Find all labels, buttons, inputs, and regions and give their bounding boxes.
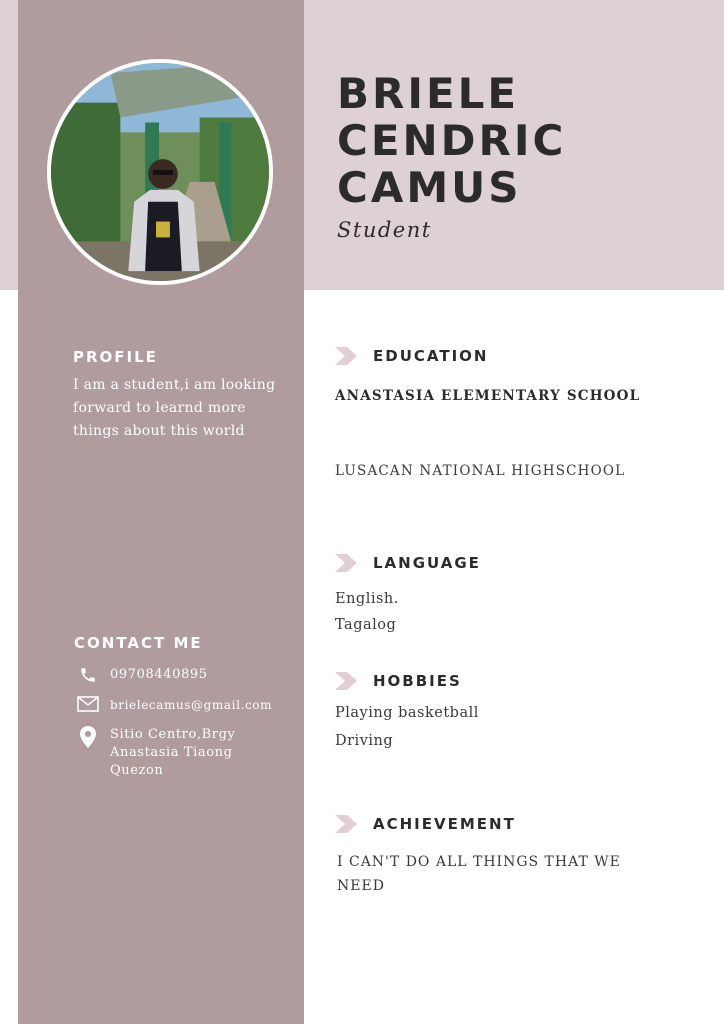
phone-number[interactable]: 09708440895 bbox=[110, 667, 208, 682]
name-line-last: CAMUS bbox=[337, 163, 522, 212]
chevron-arrow-icon bbox=[335, 554, 359, 572]
school-elementary: ANASTASIA ELEMENTARY SCHOOL bbox=[335, 388, 641, 404]
contact-email bbox=[76, 696, 272, 714]
achievement-heading bbox=[335, 815, 516, 833]
language-item: English. bbox=[335, 591, 399, 607]
hobby-item: Playing basketball bbox=[335, 705, 479, 721]
envelope-icon bbox=[76, 696, 100, 714]
address-line: Sitio Centro,Brgy bbox=[110, 727, 236, 742]
name-line-middle: CENDRIC bbox=[337, 116, 567, 165]
job-title: Student bbox=[337, 218, 432, 242]
education-title: EDUCATION bbox=[373, 347, 489, 365]
name-line-first: BRIELE bbox=[337, 69, 520, 118]
profile-photo bbox=[47, 59, 273, 285]
contact-address bbox=[76, 726, 235, 780]
achievement-title: ACHIEVEMENT bbox=[373, 815, 516, 833]
full-name bbox=[337, 70, 566, 211]
education-heading bbox=[335, 347, 488, 365]
hobbies-title: HOBBIES bbox=[373, 672, 462, 690]
hobbies-heading bbox=[335, 672, 462, 690]
language-title: LANGUAGE bbox=[373, 554, 481, 572]
language-heading bbox=[335, 554, 481, 572]
chevron-arrow-icon bbox=[335, 347, 359, 365]
email-address[interactable]: brielecamus@gmail.com bbox=[110, 698, 273, 712]
contact-heading: CONTACT ME bbox=[74, 634, 203, 652]
chevron-arrow-icon bbox=[335, 672, 359, 690]
school-highschool: LUSACAN NATIONAL HIGHSCHOOL bbox=[335, 463, 626, 479]
address-line: Quezon bbox=[110, 763, 164, 778]
chevron-arrow-icon bbox=[335, 815, 359, 833]
profile-heading: PROFILE bbox=[73, 348, 158, 366]
phone-icon bbox=[76, 666, 100, 684]
address-line: Anastasia Tiaong bbox=[110, 745, 233, 760]
achievement-text: I CAN'T DO ALL THINGS THAT WE NEED bbox=[337, 854, 621, 894]
address-text bbox=[110, 726, 235, 780]
profile-text: I am a student,i am looking forward to learnd more things about this world bbox=[73, 377, 276, 439]
contact-phone bbox=[76, 666, 208, 684]
map-pin-icon bbox=[76, 726, 100, 750]
hobby-item: Driving bbox=[335, 733, 394, 749]
language-item: Tagalog bbox=[335, 617, 397, 633]
